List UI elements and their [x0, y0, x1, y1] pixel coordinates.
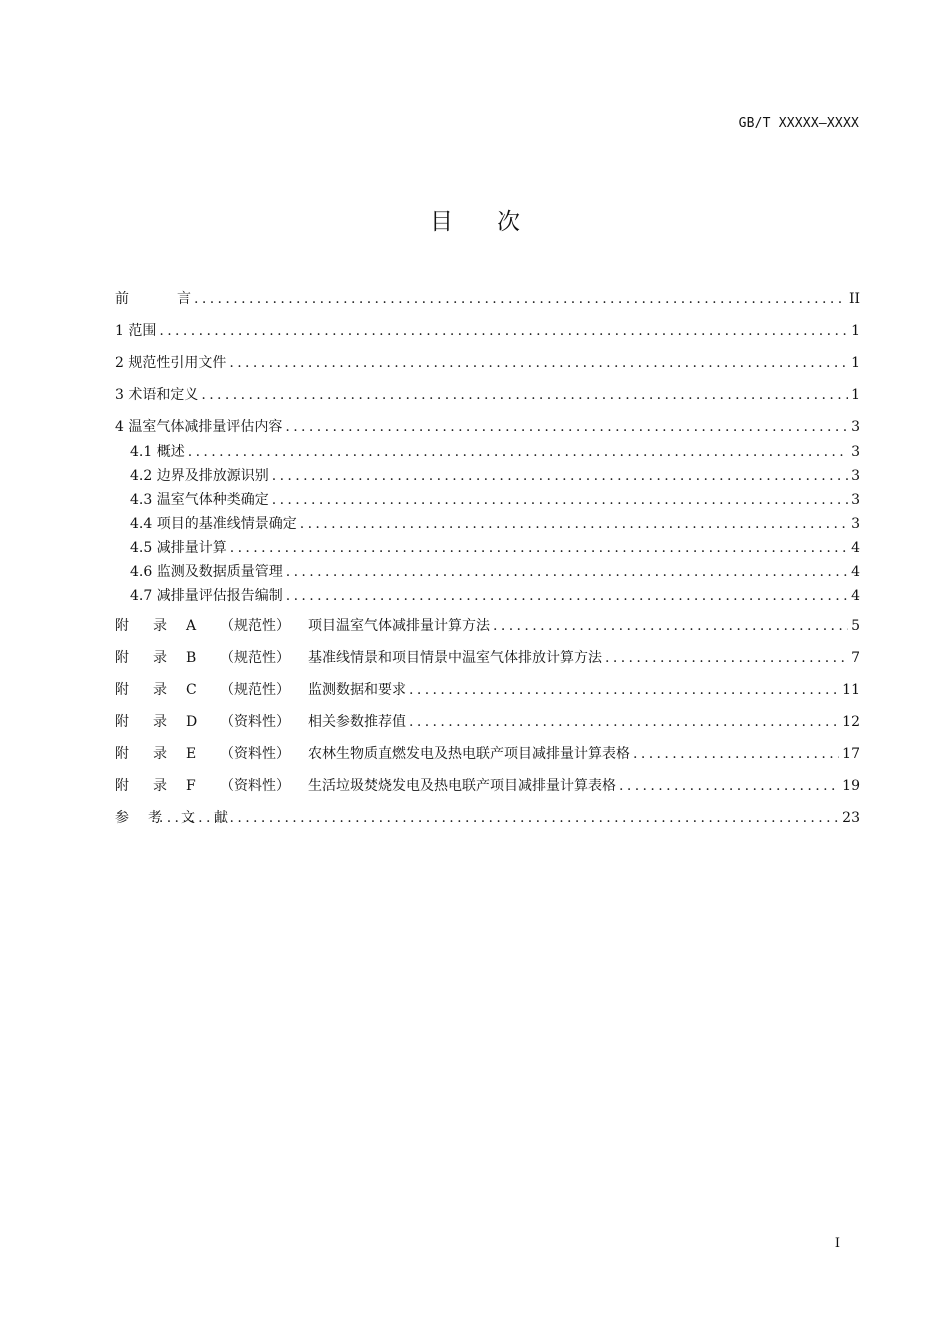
- dot-leader: [493, 616, 848, 636]
- annex-type: （规范性）: [220, 682, 290, 698]
- page-number: 19: [842, 778, 860, 794]
- toc-entry-subsection[interactable]: [130, 490, 860, 510]
- entry-label: 4.3 温室气体种类确定: [130, 492, 269, 508]
- annex-letter: A: [186, 618, 197, 634]
- dot-leader: [272, 490, 848, 510]
- dot-leader: [633, 744, 839, 764]
- page-number: 4: [851, 564, 860, 580]
- annex-title: 项目温室气体减排量计算方法: [308, 618, 490, 634]
- dot-leader: [230, 538, 848, 558]
- references-char-4: 献: [214, 810, 228, 826]
- page-title: 目次: [430, 209, 564, 235]
- entry-label: 4 温室气体减排量评估内容: [115, 419, 283, 435]
- annex-letter: C: [186, 682, 197, 698]
- annex-title: 相关参数推荐值: [308, 714, 406, 730]
- annex-type: （资料性）: [220, 714, 290, 730]
- annex-prefix-1: 附: [115, 746, 129, 762]
- entry-label: 2 规范性引用文件: [115, 355, 227, 371]
- entry-label: 1 范围: [115, 323, 157, 339]
- toc-entry-subsection[interactable]: [130, 514, 860, 534]
- annex-prefix-2: 录: [153, 650, 167, 666]
- dot-leader: [159, 321, 848, 341]
- page-number: II: [848, 291, 860, 307]
- references-char-1: 参: [115, 810, 129, 826]
- toc-entry-subsection[interactable]: [130, 586, 860, 606]
- dot-leader: [286, 562, 848, 582]
- annex-title: 基准线情景和项目情景中温室气体排放计算方法: [308, 650, 602, 666]
- entry-label: 4.2 边界及排放源识别: [130, 468, 269, 484]
- annex-title: 监测数据和要求: [308, 682, 406, 698]
- page-number: 1: [851, 355, 860, 371]
- annex-title: 生活垃圾焚烧发电及热电联产项目减排量计算表格: [308, 778, 616, 794]
- page-number: 1: [851, 387, 860, 403]
- annex-letter: E: [186, 746, 197, 762]
- dot-leader: [151, 808, 839, 828]
- entry-label: 4.7 减排量评估报告编制: [130, 588, 283, 604]
- references-char-3: 文: [181, 810, 195, 826]
- page-number: 17: [842, 746, 860, 762]
- dot-leader: [188, 442, 848, 462]
- dot-leader: [286, 586, 848, 606]
- annex-prefix-1: 附: [115, 650, 129, 666]
- annex-prefix-1: 附: [115, 618, 129, 634]
- dot-leader: [272, 466, 848, 486]
- toc-entry-section[interactable]: [115, 321, 860, 341]
- entry-label: 4.6 监测及数据质量管理: [130, 564, 283, 580]
- annex-prefix-1: 附: [115, 778, 129, 794]
- page-number: 3: [851, 492, 860, 508]
- toc-entry-section[interactable]: [115, 385, 860, 405]
- annex-prefix-2: 录: [153, 778, 167, 794]
- annex-prefix-2: 录: [153, 682, 167, 698]
- toc-entry-subsection[interactable]: [130, 466, 860, 486]
- toc-entry-annex-c[interactable]: [115, 680, 860, 700]
- toc-entry-references[interactable]: [115, 808, 860, 828]
- entry-label: 4.4 项目的基准线情景确定: [130, 516, 297, 532]
- dot-leader: [605, 648, 848, 668]
- page-number: 3: [851, 444, 860, 460]
- toc-entry-foreword[interactable]: [115, 289, 860, 309]
- page-number: 4: [851, 588, 860, 604]
- references-char-2: 考: [148, 810, 162, 826]
- toc-entry-section[interactable]: [115, 417, 860, 437]
- dot-leader: [619, 776, 839, 796]
- entry-label: 4.1 概述: [130, 444, 185, 460]
- dot-leader: [229, 353, 848, 373]
- dot-leader: [201, 385, 848, 405]
- page-number: 7: [851, 650, 860, 666]
- toc-entry-subsection[interactable]: [130, 562, 860, 582]
- toc-entry-subsection[interactable]: [130, 538, 860, 558]
- annex-letter: B: [186, 650, 197, 666]
- dot-leader: [300, 514, 848, 534]
- page-number: 3: [851, 516, 860, 532]
- standard-code: GB/T XXXXX—XXXX: [738, 116, 859, 131]
- page-number: 3: [851, 419, 860, 435]
- annex-type: （规范性）: [220, 618, 290, 634]
- annex-type: （资料性）: [220, 746, 290, 762]
- toc-entry-annex-d[interactable]: [115, 712, 860, 732]
- annex-type: （资料性）: [220, 778, 290, 794]
- foreword-char-2: 言: [177, 291, 191, 307]
- annex-title: 农林生物质直燃发电及热电联产项目减排量计算表格: [308, 746, 630, 762]
- toc-entry-annex-b[interactable]: [115, 648, 860, 668]
- annex-prefix-1: 附: [115, 682, 129, 698]
- page-number: 12: [842, 714, 860, 730]
- annex-letter: F: [186, 778, 196, 794]
- dot-leader: [194, 289, 846, 309]
- annex-prefix-2: 录: [153, 746, 167, 762]
- page-number: 5: [851, 618, 860, 634]
- toc-entry-subsection[interactable]: [130, 442, 860, 462]
- toc-entry-annex-f[interactable]: [115, 776, 860, 796]
- page-number: 11: [842, 682, 860, 698]
- page-number: 3: [851, 468, 860, 484]
- page-number: 4: [851, 540, 860, 556]
- foreword-char-1: 前: [115, 291, 129, 307]
- dot-leader: [285, 417, 848, 437]
- annex-letter: D: [186, 714, 198, 730]
- annex-prefix-1: 附: [115, 714, 129, 730]
- footer-page-number: I: [834, 1236, 840, 1251]
- page-number: 23: [842, 810, 860, 826]
- entry-label: 3 术语和定义: [115, 387, 199, 403]
- dot-leader: [409, 712, 839, 732]
- toc-entry-annex-e[interactable]: [115, 744, 860, 764]
- annex-prefix-2: 录: [153, 714, 167, 730]
- toc-entry-section[interactable]: [115, 353, 860, 373]
- entry-label: 4.5 减排量计算: [130, 540, 227, 556]
- toc-entry-annex-a[interactable]: [115, 616, 860, 636]
- dot-leader: [409, 680, 839, 700]
- annex-type: （规范性）: [220, 650, 290, 666]
- annex-prefix-2: 录: [153, 618, 167, 634]
- page-number: 1: [851, 323, 860, 339]
